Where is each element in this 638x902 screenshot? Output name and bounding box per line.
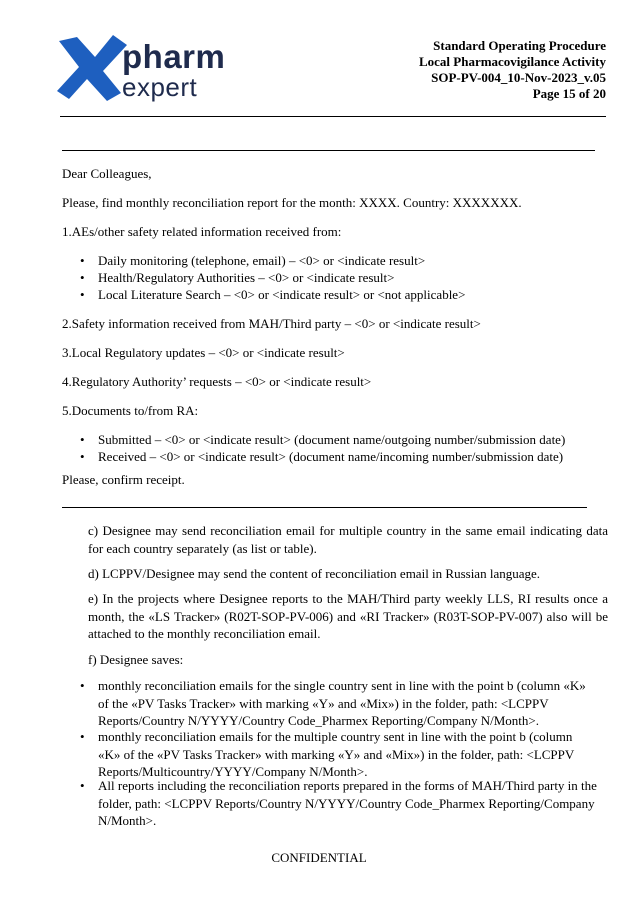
footer-confidential: CONFIDENTIAL xyxy=(271,850,367,865)
item-4: 4.Regulatory Authority’ requests – <0> or <indicate result> xyxy=(62,374,372,389)
item-1-bullet: • Daily monitoring (telephone, email) – <0> or <indicate result> xyxy=(80,253,426,268)
header-doc-id: SOP-PV-004_10-Nov-2023_v.05 xyxy=(431,70,606,85)
item-3: 3.Local Regulatory updates – <0> or <indicate result> xyxy=(62,345,345,360)
logo-word-pharm: pharm xyxy=(122,38,226,75)
item-5-bullet: • Received – <0> or <indicate result> (document name/incoming number/submission date) xyxy=(80,449,564,464)
greeting: Dear Colleagues, xyxy=(62,166,152,181)
header-divider xyxy=(60,116,606,117)
saves-bullet: • All reports including the reconciliation reports prepared in the forms of MAH/Third party in the folder, path: <LCPPV Reports/Country N/YYYY/Country Code_Pharmex Reporting/Company N/Month>. xyxy=(80,778,597,828)
logo-word-expert: expert xyxy=(122,72,198,102)
template-top-rule xyxy=(62,150,595,151)
header-subtitle: Local Pharmacovigilance Activity xyxy=(418,54,606,69)
template-bottom-rule xyxy=(62,507,587,508)
intro-line: Please, find monthly reconciliation report for the month: XXXX. Country: XXXXXXX. xyxy=(62,195,522,210)
item-5: 5.Documents to/from RA: xyxy=(62,403,199,418)
item-5-bullet: • Submitted – <0> or <indicate result> (document name/outgoing number/submission date) xyxy=(80,432,566,447)
paragraph-e: e) In the projects where Designee reports to the MAH/Third party weekly LLS, RI results once a month, the «LS Tracker» (R02T-SOP-PV-006) and «RI Tracker» (R03T-SOP-PV-007) also will be attached to the monthly reconciliation email. xyxy=(88,591,608,641)
item-1-bullet: • Health/Regulatory Authorities – <0> or <indicate result> xyxy=(80,270,395,285)
closing-line: Please, confirm receipt. xyxy=(62,472,185,487)
paragraph-c: c) Designee may send reconciliation email for multiple country in the same email indicating data for each country separately (as list or table). xyxy=(88,523,608,556)
header-page-number: Page 15 of 20 xyxy=(532,86,606,101)
paragraph-d: d) LCPPV/Designee may send the content of reconciliation email in Russian language. xyxy=(88,566,541,581)
item-1: 1.AEs/other safety related information received from: xyxy=(62,224,342,239)
saves-bullet: • monthly reconciliation emails for the single country sent in line with the point b (column «K» of the «PV Tasks Tracker» with marking «Y» and «Mix») in the folder, path: <LCPPV Reports/Country N/YYYY/Country Code_Pharmex Reporting/Company N/Month>. xyxy=(80,678,586,728)
header-title: Standard Operating Procedure xyxy=(433,38,606,53)
paragraph-f: f) Designee saves: xyxy=(88,652,184,667)
saves-bullet: • monthly reconciliation emails for the multiple country sent in line with the point b (column «K» of the «PV Tasks Tracker» with marking «Y» and «Mix») in the folder, path: <LCPPV Reports/Multicountry/YYYY/Company N/Month>. xyxy=(80,729,575,779)
item-1-bullet: • Local Literature Search – <0> or <indicate result> or <not applicable> xyxy=(80,287,466,302)
item-2: 2.Safety information received from MAH/Third party – <0> or <indicate result> xyxy=(62,316,481,331)
